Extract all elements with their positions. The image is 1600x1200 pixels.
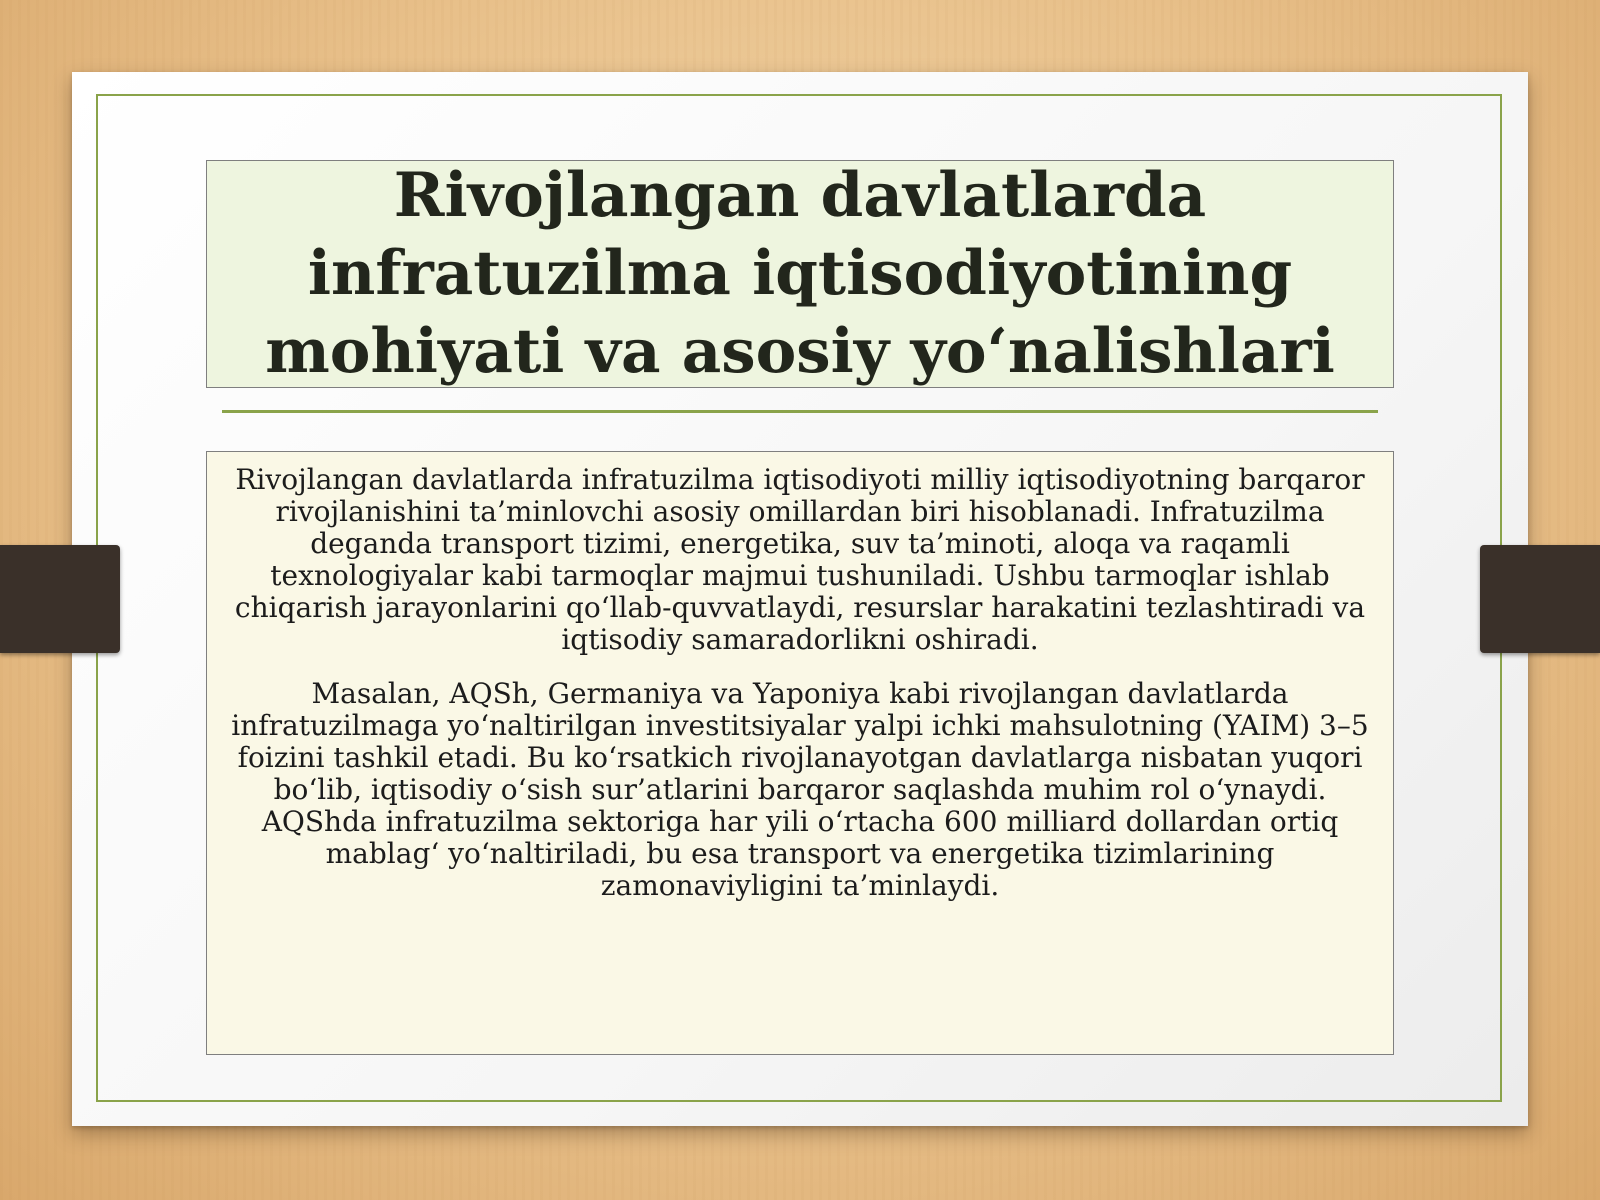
title-divider [222, 410, 1378, 413]
right-binder-clip [1480, 545, 1600, 653]
paragraph-2: Masalan, AQSh, Germaniya va Yaponiya kabi rivojlangan davlatlarda infratuzilmaga yo‘naltirilgan investitsiyalar yalpi ichki mahsulotning (YAIM) 3–5 foizini tashkil etadi. Bu ko‘rsatkich rivojlanayotgan davlatlarga nisbatan yuqori bo‘lib, iqtisodiy o‘sish sur’atlarini barqaror saqlashda muhim rol o‘ynaydi. AQShda infratuzilma sektoriga har yili o‘rtacha 600 milliard dollardan ortiq mablag‘ yo‘naltiriladi, bu esa transport va energetika tizimlarining zamonaviyligini ta’minlaydi. [231, 677, 1369, 902]
slide [72, 72, 1528, 1126]
paragraph-1: Rivojlangan davlatlarda infratuzilma iqtisodiyoti milliy iqtisodiyotning barqaror rivojlanishini ta’minlovchi asosiy omillardan biri hisoblanadi. Infratuzilma deganda transport tizimi, energetika, suv ta’minoti, aloqa va raqamli texnologiyalar kabi tarmoqlar majmui tushuniladi. Ushbu tarmoqlar ishlab chiqarish jarayonlarini qo‘llab-quvvatlaydi, resurslar harakatini tezlashtiradi va iqtisodiy samaradorlikni oshiradi. [234, 463, 1366, 656]
left-binder-clip [0, 545, 120, 653]
content-box [206, 451, 1394, 1055]
slide-title: Rivojlangan davlatlarda infratuzilma iqtisodiyotining mohiyati va asosiy yo‘nalishlari [265, 160, 1335, 387]
title-box [206, 160, 1394, 388]
